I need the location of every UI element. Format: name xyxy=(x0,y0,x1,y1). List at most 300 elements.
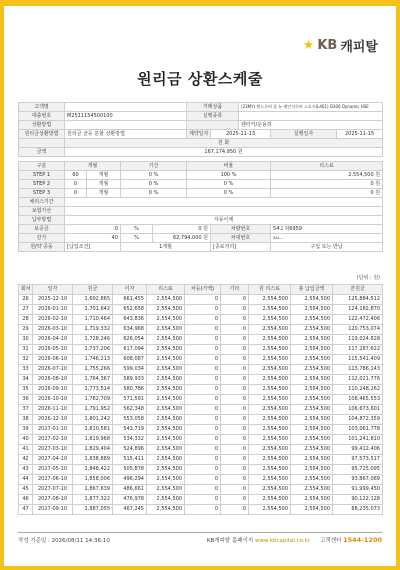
table-cell: 2,554,500 xyxy=(249,405,291,415)
table-cell: 2026-02-10 xyxy=(33,315,73,325)
table-cell: 0 xyxy=(185,475,221,485)
table-cell: 2,554,500 xyxy=(291,425,333,435)
table-cell: 1,838,889 xyxy=(73,455,113,465)
table-cell: 617,094 xyxy=(113,345,147,355)
table-cell: 28 xyxy=(19,315,33,325)
table-row xyxy=(19,315,383,325)
customer-value xyxy=(65,103,187,112)
table-cell: 0 xyxy=(185,405,221,415)
table-cell: 2,554,500 xyxy=(291,435,333,445)
table-cell: 1,791,952 xyxy=(73,405,113,415)
schedule-header-cell: 이자 xyxy=(113,285,147,295)
table-cell: 2,554,500 xyxy=(147,425,185,435)
grace-label: 체리스기간 xyxy=(19,198,65,207)
homepage-link[interactable]: www.kbcapital.co.kr xyxy=(254,537,311,544)
table-cell: 2025-12-10 xyxy=(33,295,73,305)
residual-pct: 40 xyxy=(65,234,121,243)
step-name: STEP 2 xyxy=(19,180,65,189)
schedule-header-cell: 총 납입금액 xyxy=(291,285,333,295)
table-cell: 2026-06-10 xyxy=(33,355,73,365)
table-cell: 0 xyxy=(185,395,221,405)
table-cell: 2,554,500 xyxy=(249,455,291,465)
table-cell: 496,294 xyxy=(113,475,147,485)
table-cell: 0 xyxy=(221,505,249,515)
table-cell: 0 xyxy=(185,415,221,425)
table-cell: 2027-06-10 xyxy=(33,475,73,485)
table-cell: 2027-03-10 xyxy=(33,445,73,455)
step-fee: 0 원 xyxy=(271,180,383,189)
table-cell: 0 xyxy=(221,485,249,495)
logo-kb: KB xyxy=(317,38,338,53)
table-cell: 41 xyxy=(19,445,33,455)
step-months: 0 xyxy=(65,189,87,198)
table-cell: 2026-07-10 xyxy=(33,365,73,375)
method-label: 상환방법 xyxy=(19,121,65,130)
step-rate: 0 % xyxy=(121,189,187,198)
table-cell: 1,782,709 xyxy=(73,395,113,405)
table-cell: 90,122,128 xyxy=(333,495,383,505)
table-row xyxy=(19,375,383,385)
table-row xyxy=(19,455,383,465)
table-cell: 27 xyxy=(19,305,33,315)
table-cell: 0 xyxy=(185,325,221,335)
table-cell: 2,554,500 xyxy=(249,315,291,325)
table-cell: 2,554,500 xyxy=(147,375,185,385)
table-cell: 0 xyxy=(185,435,221,445)
table-cell: 2,554,500 xyxy=(147,435,185,445)
table-cell: 2,554,500 xyxy=(291,375,333,385)
table-cell: 2,554,500 xyxy=(291,495,333,505)
step-name: STEP 1 xyxy=(19,171,65,180)
table-row xyxy=(19,445,383,455)
table-cell: 2,554,500 xyxy=(249,365,291,375)
table-cell: 553,058 xyxy=(113,415,147,425)
table-cell: 2,554,500 xyxy=(147,345,185,355)
step-fee: 0 원 xyxy=(271,189,383,198)
loan-no-label: 대출번호 xyxy=(19,112,65,121)
table-cell: 2,554,500 xyxy=(249,325,291,335)
table-cell: 2,554,500 xyxy=(291,335,333,345)
table-row xyxy=(19,345,383,355)
repay-value: 원리금 균등 분할 상환방법 xyxy=(65,130,187,139)
table-cell: 2,554,500 xyxy=(291,455,333,465)
table-cell: 38 xyxy=(19,415,33,425)
deposit-pct-unit: % xyxy=(121,225,153,234)
table-cell: 2026-08-10 xyxy=(33,375,73,385)
table-row xyxy=(19,365,383,375)
table-cell: 88,235,073 xyxy=(333,505,383,515)
table-cell: 1,877,322 xyxy=(73,495,113,505)
table-cell: 2026-04-10 xyxy=(33,335,73,345)
table-cell: 2027-08-10 xyxy=(33,495,73,505)
contract-info-table xyxy=(18,102,383,252)
table-row xyxy=(19,295,383,305)
table-row xyxy=(19,395,383,405)
step-rate: 0 % xyxy=(121,180,187,189)
step-months: 0 xyxy=(65,180,87,189)
table-row xyxy=(19,465,383,475)
deposit-pct: 0 xyxy=(65,225,121,234)
table-cell: 2026-11-10 xyxy=(33,405,73,415)
table-cell: 515,411 xyxy=(113,455,147,465)
table-cell: 2,554,500 xyxy=(249,505,291,515)
table-cell: 0 xyxy=(185,295,221,305)
exec-type-value xyxy=(239,112,383,121)
insurance-label: 보험가산 xyxy=(19,207,65,216)
table-cell: 534,332 xyxy=(113,435,147,445)
table-cell: 91,999,450 xyxy=(333,485,383,495)
table-cell: 0 xyxy=(221,445,249,455)
table-cell: 0 xyxy=(221,375,249,385)
amount-value: 167,174,950 원 xyxy=(65,148,383,157)
table-cell: 2,554,500 xyxy=(249,345,291,355)
product-label: 거래상품 xyxy=(187,103,239,112)
customer-center xyxy=(320,536,382,544)
table-cell: 2027-01-10 xyxy=(33,425,73,435)
table-cell: 2027-05-10 xyxy=(33,465,73,475)
table-cell: 1,737,206 xyxy=(73,345,113,355)
table-row xyxy=(19,495,383,505)
step-header-months: 개월 xyxy=(65,162,121,171)
table-cell: 0 xyxy=(221,345,249,355)
deposit-amount: 0 원 xyxy=(153,225,211,234)
kb-capital-logo xyxy=(303,36,378,55)
table-cell: 1,801,242 xyxy=(73,415,113,425)
table-cell: 1,887,055 xyxy=(73,505,113,515)
exec-date-label: 실행일자 xyxy=(271,130,337,139)
timing-months: 1개월 xyxy=(121,243,211,252)
table-cell: 2,554,500 xyxy=(249,495,291,505)
step-months: 60 xyxy=(65,171,87,180)
table-cell: 2,554,500 xyxy=(147,355,185,365)
table-cell: 2026-12-10 xyxy=(33,415,73,425)
contract-date-label: 계약일자 xyxy=(187,130,211,139)
table-cell: 2,554,500 xyxy=(249,475,291,485)
table-cell: 37 xyxy=(19,405,33,415)
schedule-header-cell: 원 리스료 xyxy=(249,285,291,295)
table-cell: 2,554,500 xyxy=(249,435,291,445)
table-cell: 1,819,968 xyxy=(73,435,113,445)
homepage-label: KB캐피탈 홈페이지 xyxy=(206,537,254,544)
table-cell: 42 xyxy=(19,455,33,465)
step-ratio: 0 % xyxy=(187,180,271,189)
customer-label: 고객명 xyxy=(19,103,65,112)
step-unit: 개월 xyxy=(87,189,121,198)
table-cell: 2,554,500 xyxy=(291,385,333,395)
table-cell: 626,054 xyxy=(113,335,147,345)
vin-label: 차대번호 xyxy=(211,234,271,243)
table-cell: 0 xyxy=(221,475,249,485)
table-cell: 113,786,143 xyxy=(333,365,383,375)
residual-label: 잔가 xyxy=(19,234,65,243)
table-cell: 652,658 xyxy=(113,305,147,315)
table-cell: 115,541,409 xyxy=(333,355,383,365)
table-cell: 2027-02-10 xyxy=(33,435,73,445)
table-cell: 524,896 xyxy=(113,445,147,455)
table-cell: 0 xyxy=(185,425,221,435)
step-rate: 0 % xyxy=(121,171,187,180)
car-no-value: 54２허6959 xyxy=(271,225,383,234)
table-cell: 40 xyxy=(19,435,33,445)
residual-amount: 62,794,000 원 xyxy=(153,234,211,243)
step-header-fee: 리스료 xyxy=(271,162,383,171)
table-cell: 599,034 xyxy=(113,365,147,375)
vin-value: SAL... xyxy=(271,234,383,243)
table-cell: 2,554,500 xyxy=(147,455,185,465)
cs-phone[interactable]: 1544-1200 xyxy=(343,535,382,544)
table-cell: 2,554,500 xyxy=(249,335,291,345)
currency-label: 원 화 xyxy=(65,139,383,148)
table-cell: 120,753,074 xyxy=(333,325,383,335)
table-cell: 34 xyxy=(19,375,33,385)
schedule-header-cell: 잔원금 xyxy=(333,285,383,295)
table-cell: 2,554,500 xyxy=(249,425,291,435)
schedule-header-cell: 리스료 xyxy=(147,285,185,295)
table-cell: 2,554,500 xyxy=(249,385,291,395)
table-cell: 2,554,500 xyxy=(249,305,291,315)
table-cell: 0 xyxy=(185,455,221,465)
table-cell: 93,867,089 xyxy=(333,475,383,485)
table-cell: 1,810,581 xyxy=(73,425,113,435)
table-cell: 2,554,500 xyxy=(291,305,333,315)
table-cell: 0 xyxy=(221,385,249,395)
table-cell: 1,692,865 xyxy=(73,295,113,305)
table-cell: 2,554,500 xyxy=(147,315,185,325)
table-cell: 1,858,006 xyxy=(73,475,113,485)
table-row xyxy=(19,415,383,425)
schedule-header-cell: 회차 xyxy=(19,285,33,295)
table-cell: 2,554,500 xyxy=(249,375,291,385)
table-row xyxy=(19,505,383,515)
table-cell: 2,554,500 xyxy=(291,365,333,375)
table-cell: 580,786 xyxy=(113,385,147,395)
step-fee: 2,554,500 원 xyxy=(271,171,383,180)
table-row xyxy=(19,475,383,485)
schedule-header-cell: 차등(가액) xyxy=(185,285,221,295)
method-value: 렌터카/운용리 xyxy=(239,121,383,130)
table-cell: 26 xyxy=(19,295,33,305)
table-cell: 101,241,810 xyxy=(333,435,383,445)
step-unit: 개월 xyxy=(87,171,121,180)
table-cell: 2,554,500 xyxy=(249,355,291,365)
table-cell: 47 xyxy=(19,505,33,515)
table-cell: 32 xyxy=(19,355,33,365)
table-cell: 2,554,500 xyxy=(249,485,291,495)
table-cell: 2,554,500 xyxy=(291,315,333,325)
schedule-header xyxy=(19,285,383,295)
schedule-header-cell: 원금 xyxy=(73,285,113,295)
table-cell: 0 xyxy=(185,335,221,345)
timing-label: 원/약 공동 xyxy=(19,243,65,252)
table-cell: 2,554,500 xyxy=(147,385,185,395)
amount-label: 금액 xyxy=(19,148,65,157)
table-cell: 103,061,778 xyxy=(333,425,383,435)
table-cell: 2,554,500 xyxy=(291,355,333,365)
step-ratio: 0 % xyxy=(187,189,271,198)
table-cell: 1,746,213 xyxy=(73,355,113,365)
table-cell: 2,554,500 xyxy=(291,395,333,405)
table-cell: 0 xyxy=(221,365,249,375)
table-cell: 2,554,500 xyxy=(291,295,333,305)
step-ratio: 100 % xyxy=(187,171,271,180)
table-cell: 31 xyxy=(19,345,33,355)
table-cell: 1,764,367 xyxy=(73,375,113,385)
table-cell: 36 xyxy=(19,395,33,405)
table-cell: 2027-04-10 xyxy=(33,455,73,465)
table-row xyxy=(19,425,383,435)
table-cell: 2,554,500 xyxy=(147,445,185,455)
table-cell: 46 xyxy=(19,495,33,505)
contract-date-value: 2025-11-13 xyxy=(211,130,271,139)
table-cell: 2026-10-10 xyxy=(33,395,73,405)
table-cell: 0 xyxy=(221,425,249,435)
table-cell: 1,773,514 xyxy=(73,385,113,395)
table-cell: 476,978 xyxy=(113,495,147,505)
star-icon: ★ xyxy=(302,38,315,53)
table-cell: 0 xyxy=(185,505,221,515)
table-cell: 2,554,500 xyxy=(147,505,185,515)
table-cell: 122,472,406 xyxy=(333,315,383,325)
table-cell: 2,554,500 xyxy=(147,295,185,305)
table-cell: 2,554,500 xyxy=(147,365,185,375)
table-cell: 124,182,870 xyxy=(333,305,383,315)
table-cell: 2,554,500 xyxy=(147,395,185,405)
table-cell: 2,554,500 xyxy=(291,475,333,485)
schedule-header-cell: 일자 xyxy=(33,285,73,295)
table-cell: 2026-03-10 xyxy=(33,325,73,335)
table-cell: 2,554,500 xyxy=(291,465,333,475)
table-cell: 1,710,464 xyxy=(73,315,113,325)
table-cell: 119,024,828 xyxy=(333,335,383,345)
table-cell: 505,878 xyxy=(113,465,147,475)
table-cell: 1,728,246 xyxy=(73,335,113,345)
schedule-table xyxy=(18,284,383,515)
table-cell: 110,248,262 xyxy=(333,385,383,395)
table-row xyxy=(19,385,383,395)
table-cell: 2,554,500 xyxy=(291,345,333,355)
page-title: 원리금 상환스케줄 xyxy=(137,70,263,88)
table-cell: 2,554,500 xyxy=(147,475,185,485)
schedule-header-cell: 기타 xyxy=(221,285,249,295)
end-value: 구입 또는 반납 xyxy=(271,243,383,252)
table-cell: 1,829,404 xyxy=(73,445,113,455)
table-cell: 108,465,553 xyxy=(333,395,383,405)
table-cell: 634,968 xyxy=(113,325,147,335)
table-cell: 33 xyxy=(19,365,33,375)
table-cell: 2,554,500 xyxy=(249,445,291,455)
table-cell: 0 xyxy=(221,305,249,315)
table-cell: 0 xyxy=(221,335,249,345)
table-row xyxy=(19,405,383,415)
table-cell: 2026-01-10 xyxy=(33,305,73,315)
step-header-ratio: 비율 xyxy=(187,162,271,171)
table-cell: 2027-07-10 xyxy=(33,485,73,495)
table-cell: 2026-05-10 xyxy=(33,345,73,355)
table-cell: 2,554,500 xyxy=(147,485,185,495)
table-cell: 2,554,500 xyxy=(147,405,185,415)
unit-note: (단위 : 원) xyxy=(356,275,380,281)
table-cell: 0 xyxy=(221,325,249,335)
table-cell: 0 xyxy=(185,345,221,355)
cs-label: 고객센터 xyxy=(320,537,342,544)
table-cell: 0 xyxy=(185,355,221,365)
table-cell: 2,554,500 xyxy=(147,325,185,335)
homepage xyxy=(207,536,310,544)
logo-name: 캐피탈 xyxy=(340,40,378,55)
table-cell: 2,554,500 xyxy=(249,395,291,405)
table-cell: 0 xyxy=(221,355,249,365)
table-cell: 0 xyxy=(185,315,221,325)
table-cell: 0 xyxy=(221,435,249,445)
footer xyxy=(18,532,382,546)
table-cell: 0 xyxy=(185,305,221,315)
table-cell: 45 xyxy=(19,485,33,495)
table-cell: 2,554,500 xyxy=(291,405,333,415)
step-header-type: 구분 xyxy=(19,162,65,171)
table-cell: 486,661 xyxy=(113,485,147,495)
table-cell: 589,933 xyxy=(113,375,147,385)
table-cell: 0 xyxy=(221,395,249,405)
table-cell: 1,755,266 xyxy=(73,365,113,375)
table-cell: 117,287,622 xyxy=(333,345,383,355)
loan-no-value: M2511154500100 xyxy=(65,112,187,121)
table-cell: 30 xyxy=(19,335,33,345)
table-cell: 0 xyxy=(185,465,221,475)
table-cell: 0 xyxy=(221,405,249,415)
end-label: [종료처리] xyxy=(211,243,271,252)
table-cell: 0 xyxy=(185,495,221,505)
table-row xyxy=(19,325,383,335)
table-cell: 1,701,642 xyxy=(73,305,113,315)
table-cell: 0 xyxy=(221,495,249,505)
table-cell: 0 xyxy=(221,455,249,465)
table-cell: 2,554,500 xyxy=(291,415,333,425)
payment-value: 자동이체 xyxy=(65,216,383,225)
table-cell: 97,573,517 xyxy=(333,455,383,465)
step-header-rate: 기산 xyxy=(121,162,187,171)
table-cell: 2,554,500 xyxy=(147,415,185,425)
table-cell: 29 xyxy=(19,325,33,335)
deposit-label: 보증금 xyxy=(19,225,65,234)
table-cell: 2,554,500 xyxy=(147,335,185,345)
table-cell: 571,591 xyxy=(113,395,147,405)
residual-pct-unit: % xyxy=(121,234,153,243)
table-row xyxy=(19,485,383,495)
table-cell: 543,719 xyxy=(113,425,147,435)
table-cell: 562,348 xyxy=(113,405,147,415)
product-value: (23MY) 랜드로버 올 뉴 레인지로버 스포츠(L461) D300 Dynamic HSE xyxy=(239,103,383,112)
table-row xyxy=(19,305,383,315)
timing-value: [납입조건] xyxy=(65,243,121,252)
table-cell: 0 xyxy=(221,315,249,325)
table-cell: 0 xyxy=(185,365,221,375)
table-cell: 2027-09-10 xyxy=(33,505,73,515)
timestamp: 작성 기준일 : 2026/08/11 14:36:10 xyxy=(18,537,110,544)
table-cell: 99,412,406 xyxy=(333,445,383,455)
table-cell: 35 xyxy=(19,385,33,395)
table-cell: 95,725,095 xyxy=(333,465,383,475)
table-cell: 2,554,500 xyxy=(291,445,333,455)
table-cell: 1,719,332 xyxy=(73,325,113,335)
table-cell: 2,554,500 xyxy=(249,295,291,305)
repay-label: 원리금상환방법 xyxy=(19,130,65,139)
table-cell: 661,455 xyxy=(113,295,147,305)
table-cell: 1,867,639 xyxy=(73,485,113,495)
table-cell: 106,673,601 xyxy=(333,405,383,415)
table-cell: 125,884,512 xyxy=(333,295,383,305)
step-unit: 개월 xyxy=(87,180,121,189)
table-cell: 2,554,500 xyxy=(147,465,185,475)
